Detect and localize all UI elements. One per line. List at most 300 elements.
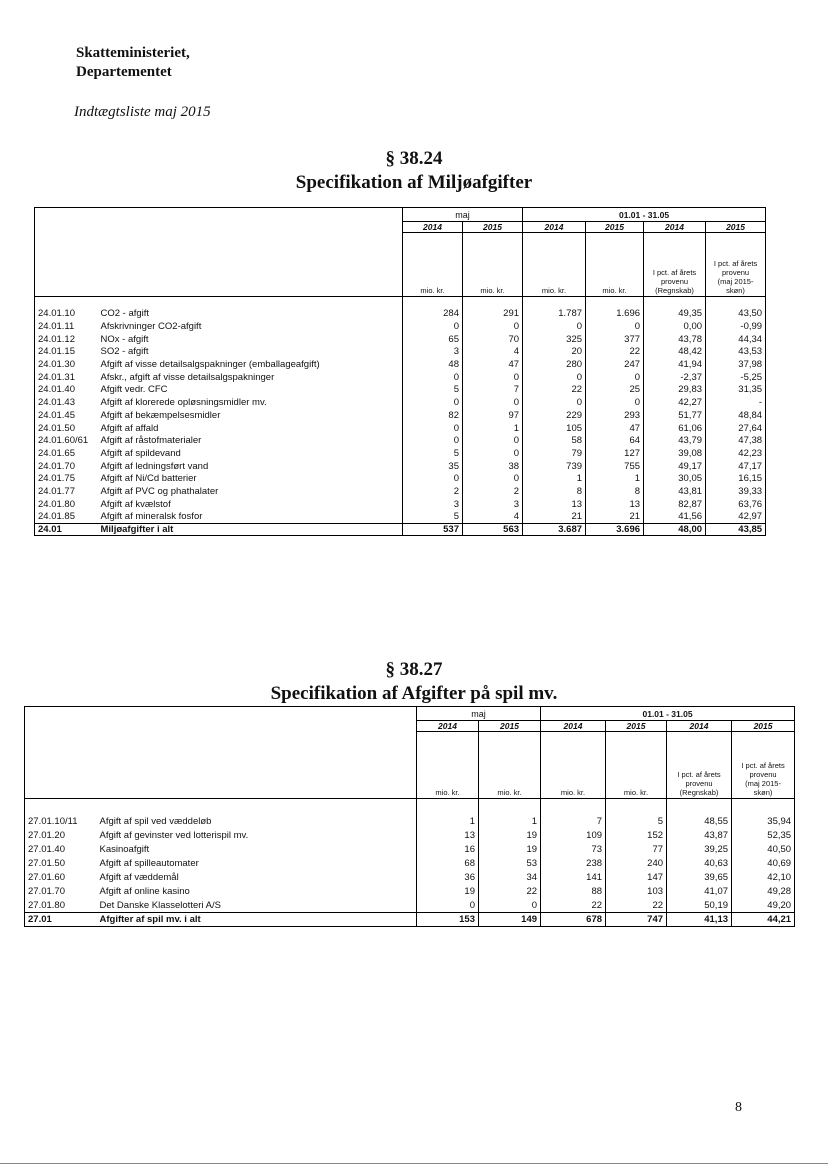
spacer-cell (463, 297, 523, 308)
row-code: 27.01.40 (28, 844, 65, 855)
value-pct-regnskab: 40,63 (667, 857, 732, 871)
value-period-2014: 1.787 (523, 308, 586, 321)
row-name: Afgift af visse detailsalgspakninger (emballageafgift) (98, 358, 403, 371)
value-maj-2015: 0 (463, 320, 523, 333)
value-pct-skon: 42,10 (767, 872, 792, 883)
value-maj-2014: 537 (403, 523, 463, 536)
row-name: Afgift af klorerede opløsningsmidler mv. (98, 396, 403, 409)
document-subtitle: Indtægtsliste maj 2015 (74, 104, 211, 120)
value-maj-2014: 13 (417, 829, 479, 843)
spacer-cell (606, 799, 667, 815)
unit-cell: mio. kr. (523, 233, 586, 297)
value-maj-2014: 0 (403, 371, 463, 384)
value-maj-2014: 5 (403, 511, 463, 524)
row-code: 24.01.15 (38, 346, 75, 358)
value-period-2014: 141 (541, 871, 606, 885)
row-name: Kasinoafgift (97, 843, 417, 857)
value-period-2014: 0 (523, 320, 586, 333)
value-period-2014: 13 (523, 498, 586, 511)
spacer-cell (706, 297, 766, 308)
row-name: Afgift af affald (98, 422, 403, 435)
spacer-cell (403, 297, 463, 308)
value-pct-skon: 39,33 (738, 485, 763, 497)
col-pct-2015: 2015 (706, 222, 766, 233)
value-pct-skon: 43,85 (706, 523, 766, 536)
section-2-number: § 38.27 (385, 659, 443, 680)
header-line: skøn) (753, 788, 773, 797)
value-period-2015: 47 (586, 422, 644, 435)
value-period-2015: 25 (586, 384, 644, 397)
maj-header: maj (403, 208, 523, 222)
row-name: Afgift vedr. CFC (98, 384, 403, 397)
value-maj-2014: 0 (403, 396, 463, 409)
value-period-2015: 152 (606, 829, 667, 843)
value-pct-skon: 44,21 (732, 913, 795, 927)
value-period-2015: 240 (606, 857, 667, 871)
table-row (35, 346, 766, 359)
row-name: Afgift af gevinster ved lotterispil mv. (97, 829, 417, 843)
value-maj-2015: 0 (463, 447, 523, 460)
row-name: Afgift af online kasino (97, 885, 417, 899)
value-period-2015: 22 (586, 346, 644, 359)
row-code: 24.01.45 (38, 409, 75, 421)
pct-regnskab-header (644, 233, 706, 297)
row-name: Det Danske Klasselotteri A/S (97, 899, 417, 913)
value-pct-regnskab: 41,13 (667, 913, 732, 927)
value-pct-regnskab: 43,81 (644, 485, 706, 498)
row-name: Afgift af spil ved væddeløb (97, 815, 417, 829)
row-code: 24.01 (35, 523, 98, 536)
value-period-2014: 21 (523, 511, 586, 524)
unit-cell: mio. kr. (417, 732, 479, 799)
header-line: I pct. af årets (713, 259, 758, 268)
value-pct-skon: 40,69 (767, 858, 792, 869)
table-row (25, 815, 795, 829)
value-pct-regnskab: 43,79 (644, 434, 706, 447)
value-period-2014: 1 (523, 472, 586, 485)
value-pct-skon: 40,50 (767, 844, 792, 855)
value-period-2015: 103 (606, 885, 667, 899)
value-maj-2014: 68 (417, 857, 479, 871)
row-code: 24.01.43 (38, 397, 75, 409)
value-maj-2014: 0 (403, 472, 463, 485)
unit-cell: mio. kr. (541, 732, 606, 799)
value-pct-skon: -5,25 (740, 371, 763, 383)
value-pct-skon: -0,99 (740, 321, 763, 333)
value-maj-2014: 36 (417, 871, 479, 885)
value-maj-2014: 82 (403, 409, 463, 422)
bottom-rule (0, 1163, 828, 1164)
table-row (35, 460, 766, 473)
value-maj-2014: 35 (403, 460, 463, 473)
value-period-2015: 377 (586, 333, 644, 346)
row-code: 27.01.80 (28, 899, 65, 911)
col-maj-2014: 2014 (417, 721, 479, 732)
value-maj-2015: 1 (463, 422, 523, 435)
value-pct-skon: 49,28 (767, 886, 792, 897)
table-row (35, 409, 766, 422)
spacer-cell (644, 297, 706, 308)
row-code: 24.01.80 (38, 498, 75, 510)
value-maj-2015: 149 (479, 913, 541, 927)
value-pct-regnskab: 42,27 (644, 396, 706, 409)
col-pct-2015: 2015 (732, 721, 795, 732)
table-row (35, 333, 766, 346)
value-maj-2015: 563 (463, 523, 523, 536)
value-period-2014: 20 (523, 346, 586, 359)
row-code: 24.01.40 (38, 384, 75, 396)
value-period-2014: 0 (523, 371, 586, 384)
spacer-cell (667, 799, 732, 815)
value-maj-2014: 5 (403, 384, 463, 397)
row-code: 24.01.11 (38, 321, 75, 333)
value-pct-regnskab: 48,42 (644, 346, 706, 359)
value-period-2014: 739 (523, 460, 586, 473)
gambling-taxes-table (24, 706, 795, 927)
spacer-cell (523, 297, 586, 308)
row-name: Miljøafgifter i alt (98, 523, 403, 536)
value-maj-2014: 19 (417, 885, 479, 899)
value-maj-2015: 7 (463, 384, 523, 397)
value-pct-regnskab: 41,07 (667, 885, 732, 899)
table-row (35, 447, 766, 460)
page-number: 8 (735, 1100, 742, 1115)
header-line: (maj 2015- (717, 277, 754, 286)
table-row (25, 899, 795, 913)
value-period-2015: 21 (586, 511, 644, 524)
value-period-2014: 22 (523, 384, 586, 397)
row-name: SO2 - afgift (98, 346, 403, 359)
table-row (25, 829, 795, 843)
value-maj-2014: 0 (403, 422, 463, 435)
row-name: NOx - afgift (98, 333, 403, 346)
row-code: 27.01.50 (28, 858, 65, 869)
value-period-2014: 3.687 (523, 523, 586, 536)
row-name: Afgifter af spil mv. i alt (97, 913, 417, 927)
header-line: (Regnskab) (679, 788, 719, 797)
value-pct-regnskab: 48,55 (667, 815, 732, 829)
table-row (35, 396, 766, 409)
blank-header (25, 707, 417, 799)
row-name: Afskrivninger CO2-afgift (98, 320, 403, 333)
table-row (35, 422, 766, 435)
pct-skon-header (706, 233, 766, 297)
value-maj-2015: 1 (479, 815, 541, 829)
value-maj-2014: 2 (403, 485, 463, 498)
total-row (25, 913, 795, 927)
value-maj-2014: 0 (417, 899, 479, 913)
value-period-2015: 77 (606, 843, 667, 857)
maj-header: maj (417, 707, 541, 721)
table-row (35, 472, 766, 485)
header-line: provenu (685, 779, 713, 788)
row-name: Afgift af mineralsk fosfor (98, 511, 403, 524)
value-period-2015: 147 (606, 871, 667, 885)
header-line: I pct. af årets (741, 761, 785, 770)
value-period-2014: 678 (541, 913, 606, 927)
value-pct-skon: 43,50 (738, 308, 763, 320)
spacer-cell (417, 799, 479, 815)
table-row (35, 485, 766, 498)
value-maj-2014: 65 (403, 333, 463, 346)
spacer-cell (732, 799, 795, 815)
value-maj-2015: 38 (463, 460, 523, 473)
value-period-2014: 22 (541, 899, 606, 913)
value-maj-2014: 48 (403, 358, 463, 371)
pct-regnskab-header (667, 732, 732, 799)
row-name: Afgift af spilleautomater (97, 857, 417, 871)
value-period-2015: 64 (586, 434, 644, 447)
value-period-2015: 293 (586, 409, 644, 422)
value-period-2014: 105 (523, 422, 586, 435)
table-row (25, 885, 795, 899)
col-period-2014: 2014 (523, 222, 586, 233)
value-pct-regnskab: 39,65 (667, 871, 732, 885)
section-1-heading (0, 147, 828, 195)
value-period-2015: 247 (586, 358, 644, 371)
table-row (35, 434, 766, 447)
header-line: (maj 2015- (745, 779, 781, 788)
table-row (35, 358, 766, 371)
value-maj-2015: 291 (463, 308, 523, 321)
row-code: 27.01.60 (28, 872, 65, 883)
col-pct-2014: 2014 (667, 721, 732, 732)
row-code: 24.01.30 (38, 359, 75, 371)
value-pct-regnskab: 0,00 (644, 320, 706, 333)
row-name: Afgift af spildevand (98, 447, 403, 460)
value-maj-2014: 16 (417, 843, 479, 857)
value-pct-regnskab: 43,78 (644, 333, 706, 346)
value-pct-regnskab: 41,56 (644, 511, 706, 524)
period-header: 01.01 - 31.05 (541, 707, 795, 721)
value-maj-2015: 22 (479, 885, 541, 899)
row-code: 24.01.10 (38, 308, 75, 320)
value-maj-2014: 1 (417, 815, 479, 829)
header-line: provenu (660, 277, 689, 286)
spacer-cell (479, 799, 541, 815)
value-pct-regnskab: -2,37 (644, 371, 706, 384)
value-period-2015: 0 (586, 320, 644, 333)
value-period-2015: 0 (586, 371, 644, 384)
header-line: skøn) (726, 286, 745, 295)
header-line: provenu (721, 268, 750, 277)
row-code: 24.01.85 (38, 511, 75, 523)
row-name: Afgift af bekæmpelsesmidler (98, 409, 403, 422)
value-period-2015: 127 (586, 447, 644, 460)
value-pct-regnskab: 48,00 (644, 523, 706, 536)
row-name: Afgift af råstofmaterialer (98, 434, 403, 447)
value-pct-skon: 31,35 (738, 384, 763, 396)
value-pct-skon: 37,98 (738, 359, 763, 371)
unit-cell: mio. kr. (463, 233, 523, 297)
value-period-2014: 88 (541, 885, 606, 899)
value-maj-2015: 53 (479, 857, 541, 871)
section-2-title: Specifikation af Afgifter på spil mv. (270, 683, 558, 704)
value-pct-regnskab: 51,77 (644, 409, 706, 422)
row-code: 27.01.70 (28, 886, 65, 897)
value-pct-skon: 52,35 (767, 830, 792, 841)
unit-cell: mio. kr. (586, 233, 644, 297)
value-pct-skon: - (758, 397, 763, 409)
section-1-title: Specifikation af Miljøafgifter (295, 172, 533, 193)
value-maj-2015: 97 (463, 409, 523, 422)
col-period-2014: 2014 (541, 721, 606, 732)
value-period-2015: 1 (586, 472, 644, 485)
value-period-2015: 1.696 (586, 308, 644, 321)
value-pct-skon: 42,97 (738, 511, 763, 523)
value-period-2014: 238 (541, 857, 606, 871)
value-pct-skon: 44,34 (738, 333, 763, 345)
row-code: 24.01.31 (38, 371, 75, 383)
value-maj-2014: 284 (403, 308, 463, 321)
row-code: 24.01.70 (38, 460, 75, 472)
row-name: Afgift af væddemål (97, 871, 417, 885)
table-row (25, 843, 795, 857)
value-pct-regnskab: 49,35 (644, 308, 706, 321)
pct-skon-header (732, 732, 795, 799)
row-name: Afgift af PVC og phathalater (98, 485, 403, 498)
row-code: 24.01.50 (38, 422, 75, 434)
table-row (35, 384, 766, 397)
row-name: Afskr., afgift af visse detailsalgspakninger (98, 371, 403, 384)
row-name: Afgift af Ni/Cd batterier (98, 472, 403, 485)
environment-taxes-table (34, 207, 766, 536)
value-maj-2015: 47 (463, 358, 523, 371)
unit-cell: mio. kr. (403, 233, 463, 297)
value-maj-2015: 0 (479, 899, 541, 913)
value-period-2014: 58 (523, 434, 586, 447)
value-period-2014: 73 (541, 843, 606, 857)
section-1-number: § 38.24 (385, 148, 443, 169)
value-maj-2015: 34 (479, 871, 541, 885)
value-period-2015: 3.696 (586, 523, 644, 536)
value-period-2014: 109 (541, 829, 606, 843)
value-pct-skon: 35,94 (767, 816, 792, 827)
row-code: 24.01.12 (38, 333, 75, 345)
col-period-2015: 2015 (606, 721, 667, 732)
value-pct-regnskab: 61,06 (644, 422, 706, 435)
value-pct-skon: 47,17 (738, 460, 763, 472)
col-maj-2015: 2015 (463, 222, 523, 233)
value-maj-2015: 70 (463, 333, 523, 346)
value-pct-regnskab: 41,94 (644, 358, 706, 371)
unit-cell: mio. kr. (606, 732, 667, 799)
value-period-2015: 22 (606, 899, 667, 913)
header-line: provenu (749, 770, 777, 779)
section-2-heading (0, 658, 828, 706)
table-row (25, 871, 795, 885)
header-line: I pct. af årets (677, 770, 721, 779)
value-maj-2014: 3 (403, 498, 463, 511)
table-row (35, 320, 766, 333)
row-code: 27.01.10/11 (28, 816, 78, 827)
value-pct-regnskab: 82,87 (644, 498, 706, 511)
period-header: 01.01 - 31.05 (523, 208, 766, 222)
col-maj-2015: 2015 (479, 721, 541, 732)
value-period-2015: 747 (606, 913, 667, 927)
value-pct-regnskab: 30,05 (644, 472, 706, 485)
value-maj-2015: 3 (463, 498, 523, 511)
row-name: CO2 - afgift (98, 308, 403, 321)
value-pct-skon: 47,38 (738, 435, 763, 447)
value-period-2014: 8 (523, 485, 586, 498)
row-code: 27.01.20 (28, 830, 65, 841)
value-pct-skon: 42,23 (738, 447, 763, 459)
value-period-2014: 325 (523, 333, 586, 346)
spacer-cell (541, 799, 606, 815)
value-pct-skon: 48,84 (738, 409, 763, 421)
value-maj-2015: 19 (479, 829, 541, 843)
value-maj-2014: 3 (403, 346, 463, 359)
org-line-1: Skatteministeriet, (76, 45, 190, 61)
value-maj-2014: 0 (403, 320, 463, 333)
table-row (35, 371, 766, 384)
value-pct-regnskab: 49,17 (644, 460, 706, 473)
value-pct-regnskab: 39,25 (667, 843, 732, 857)
value-period-2014: 7 (541, 815, 606, 829)
total-row (35, 523, 766, 536)
table-row (35, 511, 766, 524)
col-period-2015: 2015 (586, 222, 644, 233)
value-maj-2015: 0 (463, 396, 523, 409)
spacer-cell (35, 297, 403, 308)
value-period-2015: 0 (586, 396, 644, 409)
value-pct-skon: 63,76 (738, 498, 763, 510)
col-maj-2014: 2014 (403, 222, 463, 233)
table-row (35, 498, 766, 511)
row-code: 24.01.75 (38, 473, 75, 485)
row-name: Afgift af kvælstof (98, 498, 403, 511)
value-period-2014: 0 (523, 396, 586, 409)
value-maj-2014: 5 (403, 447, 463, 460)
value-pct-regnskab: 43,87 (667, 829, 732, 843)
spacer-cell (25, 799, 417, 815)
value-period-2014: 229 (523, 409, 586, 422)
row-code: 24.01.65 (38, 447, 75, 459)
value-pct-regnskab: 39,08 (644, 447, 706, 460)
value-maj-2015: 0 (463, 472, 523, 485)
row-code: 24.01.60/61 (38, 435, 89, 447)
value-maj-2015: 0 (463, 434, 523, 447)
value-maj-2015: 4 (463, 346, 523, 359)
spacer-cell (586, 297, 644, 308)
org-line-2: Departementet (76, 64, 172, 80)
value-period-2015: 13 (586, 498, 644, 511)
header-line: (Regnskab) (655, 286, 694, 295)
value-maj-2014: 153 (417, 913, 479, 927)
value-maj-2015: 19 (479, 843, 541, 857)
value-period-2015: 8 (586, 485, 644, 498)
value-maj-2015: 4 (463, 511, 523, 524)
value-pct-regnskab: 29,83 (644, 384, 706, 397)
table-row (35, 308, 766, 321)
value-pct-skon: 43,53 (738, 346, 763, 358)
value-pct-skon: 49,20 (767, 899, 792, 911)
value-pct-skon: 27,64 (738, 422, 763, 434)
col-pct-2014: 2014 (644, 222, 706, 233)
unit-cell: mio. kr. (479, 732, 541, 799)
header-line: I pct. af årets (652, 268, 697, 277)
value-period-2015: 755 (586, 460, 644, 473)
row-code: 24.01.77 (38, 485, 75, 497)
value-maj-2014: 0 (403, 434, 463, 447)
value-period-2014: 280 (523, 358, 586, 371)
value-maj-2015: 2 (463, 485, 523, 498)
row-code: 27.01 (25, 913, 97, 927)
value-maj-2015: 0 (463, 371, 523, 384)
value-period-2014: 79 (523, 447, 586, 460)
value-period-2015: 5 (606, 815, 667, 829)
